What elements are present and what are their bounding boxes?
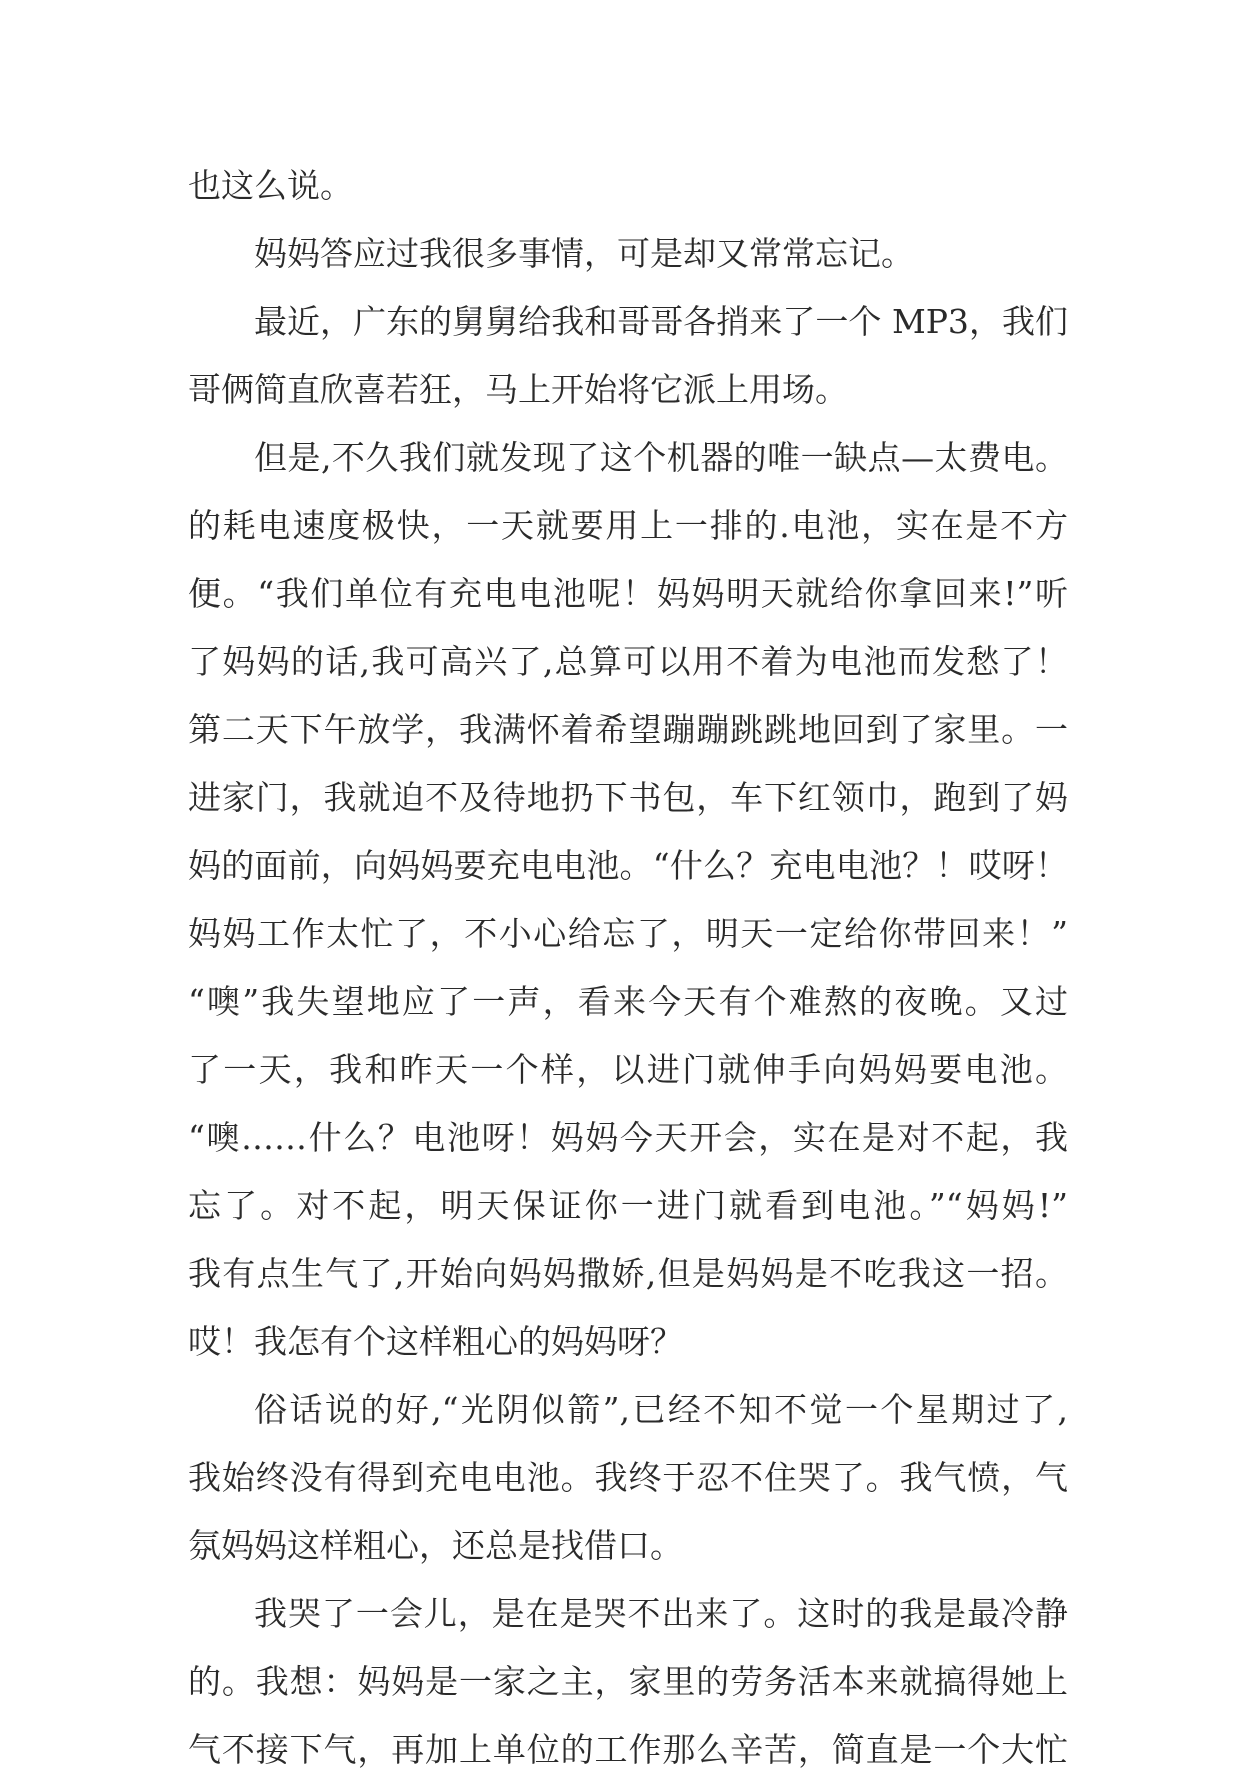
text-line: 忘了。对不起，明天保证你一进门就看到电池。”“妈妈!” <box>188 1186 1068 1225</box>
text-line: 妈的面前，向妈妈要充电电池。“什么？充电电池？！哎呀！ <box>188 846 1068 885</box>
text-line: 第二天下午放学，我满怀着希望蹦蹦跳跳地回到了家里。一 <box>188 710 1068 749</box>
text-line: 便。“我们单位有充电电池呢！妈妈明天就给你拿回来!”听 <box>188 574 1068 613</box>
text-line: 气不接下气，再加上单位的工作那么辛苦，简直是一个大忙 <box>188 1730 1068 1769</box>
text-line: “噢”我失望地应了一声，看来今天有个难熬的夜晚。又过 <box>188 982 1068 1021</box>
text-line: 的耗电速度极快，一天就要用上一排的.电池，实在是不方 <box>188 506 1068 545</box>
body-text <box>188 152 1068 1784</box>
text-line: 但是,不久我们就发现了这个机器的唯一缺点—太费电。 <box>254 438 1068 477</box>
text-line: 最近，广东的舅舅给我和哥哥各捎来了一个 MP3，我们 <box>254 302 1068 341</box>
text-line: 氛妈妈这样粗心，还总是找借口。 <box>188 1526 683 1565</box>
text-line: 我有点生气了,开始向妈妈撒娇,但是妈妈是不吃我这一招。 <box>188 1254 1068 1293</box>
text-line: 哎！我怎有个这样粗心的妈妈呀？ <box>188 1322 683 1361</box>
text-line: “噢……什么？电池呀！妈妈今天开会，实在是对不起，我 <box>188 1118 1068 1157</box>
text-line: 也这么说。 <box>188 166 353 205</box>
text-line: 进家门，我就迫不及待地扔下书包，车下红领巾，跑到了妈 <box>188 778 1068 817</box>
text-line: 了妈妈的话,我可高兴了,总算可以用不着为电池而发愁了！ <box>188 642 1068 681</box>
text-line: 了一天，我和昨天一个样，以进门就伸手向妈妈要电池。 <box>188 1050 1068 1089</box>
text-line: 我始终没有得到充电电池。我终于忍不住哭了。我气愤，气 <box>188 1458 1068 1497</box>
text-line: 我哭了一会儿，是在是哭不出来了。这时的我是最冷静 <box>254 1594 1068 1633</box>
text-line: 的。我想：妈妈是一家之主，家里的劳务活本来就搞得她上 <box>188 1662 1068 1701</box>
text-line: 妈妈工作太忙了，不小心给忘了，明天一定给你带回来！” <box>188 914 1068 953</box>
text-line: 哥俩简直欣喜若狂，马上开始将它派上用场。 <box>188 370 848 409</box>
text-line: 妈妈答应过我很多事情，可是却又常常忘记。 <box>254 234 914 273</box>
text-line: 俗话说的好,“光阴似箭”,已经不知不觉一个星期过了, <box>254 1390 1068 1429</box>
